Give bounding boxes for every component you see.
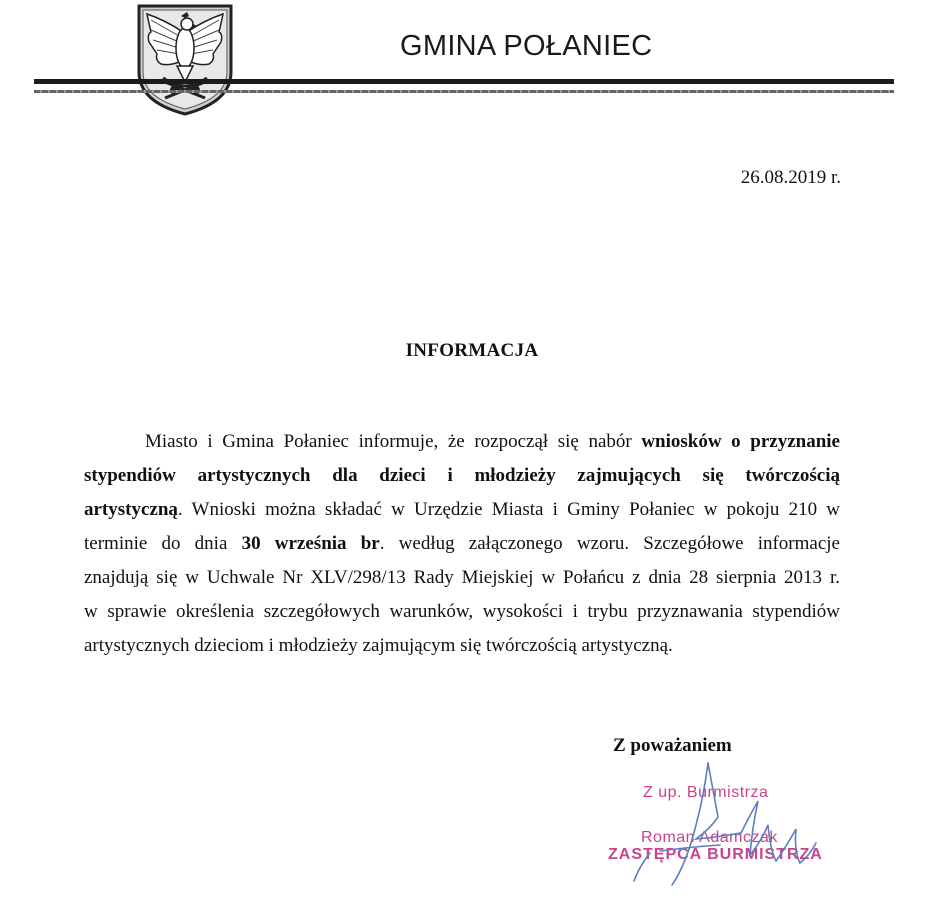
handwritten-signature-icon	[600, 755, 830, 895]
eagle-coat-of-arms-icon	[135, 2, 235, 116]
body-text-segment: znajdują się w Uchwale Nr XLV/298/13 Rady Miejskiej w Połańcu z dnia 28 sierpnia 2013 r.	[84, 567, 840, 588]
body-text-segment: Miasto i Gmina Połaniec informuje, że rozpoczął się nabór	[145, 431, 642, 452]
header-divider-thin	[34, 90, 894, 93]
body-line	[84, 595, 840, 629]
header-title: GMINA POŁANIEC	[400, 30, 653, 62]
body-emphasis: artystyczną	[84, 499, 178, 520]
header-divider-thick	[34, 79, 894, 84]
body-line	[84, 629, 840, 663]
document-title: INFORMACJA	[405, 340, 539, 361]
body-emphasis: 30 września br	[241, 533, 380, 554]
closing-salutation: Z poważaniem	[613, 735, 732, 756]
stamp-name: Roman Adamczak	[641, 829, 778, 846]
document-date: 26.08.2019 r.	[740, 167, 841, 188]
body-text-segment: w sprawie określenia szczegółowych warunków, wysokości i trybu przyznawania stypendiów	[84, 601, 840, 622]
body-emphasis: wniosków o przyznanie	[641, 431, 840, 452]
body-line	[84, 527, 840, 561]
document-body	[84, 425, 840, 663]
body-text-segment: terminie do dnia	[84, 533, 242, 554]
body-text-segment: . według załączonego wzoru. Szczegółowe informacje	[379, 533, 840, 554]
body-line	[84, 493, 840, 527]
body-emphasis: stypendiów artystycznych dla dzieci i młodzieży zajmujących się twórczością	[84, 465, 840, 486]
body-line	[84, 459, 840, 493]
stamp-on-behalf: Z up. Burmistrza	[643, 784, 769, 801]
body-text-segment: . Wnioski można składać w Urzędzie Miasta i Gminy Połaniec w pokoju 210 w	[177, 499, 840, 520]
body-text-segment: artystycznych dzieciom i młodzieży zajmującym się twórczością artystyczną.	[84, 635, 673, 656]
stamp-position: ZASTĘPCA BURMISTRZA	[608, 846, 823, 863]
body-line	[84, 561, 840, 595]
body-line	[84, 425, 840, 459]
